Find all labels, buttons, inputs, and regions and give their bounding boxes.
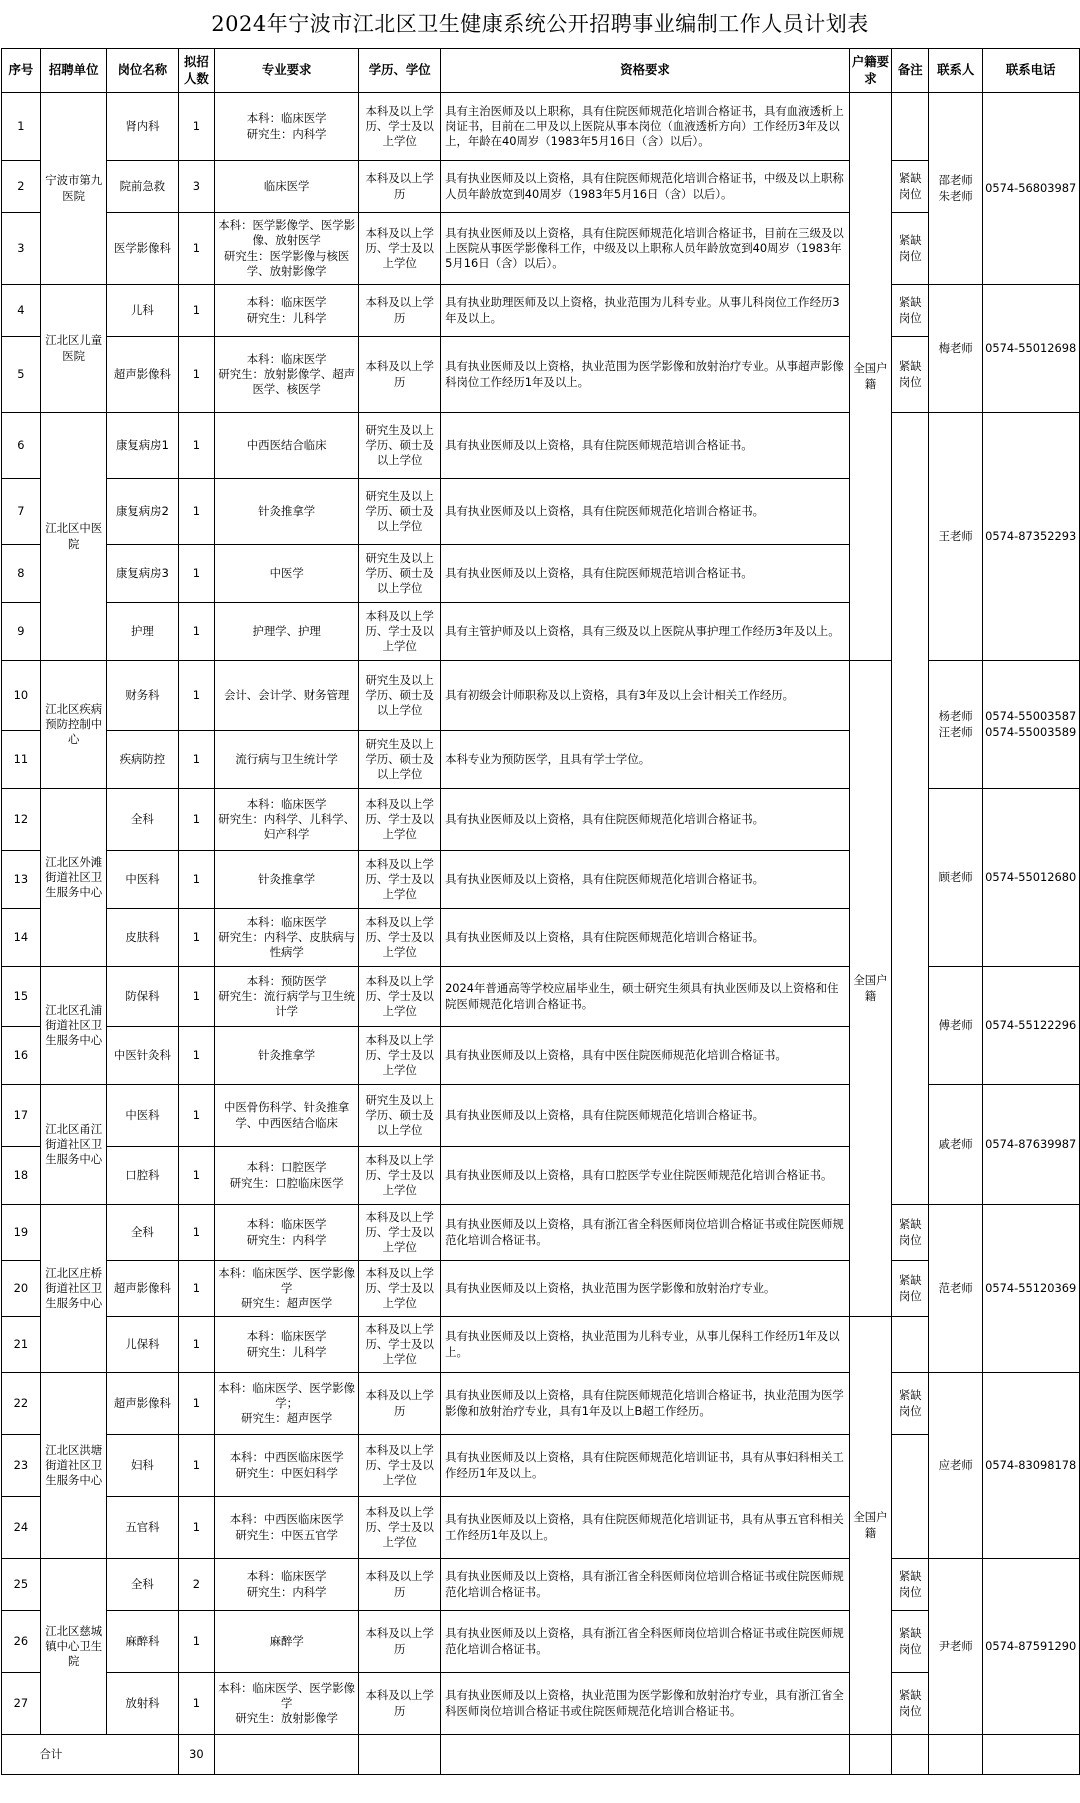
num-cell: 1 [178, 731, 214, 789]
post-cell: 五官科 [107, 1497, 179, 1559]
seq-cell: 3 [1, 213, 41, 285]
note-cell: 紧缺岗位 [892, 161, 929, 213]
empty-cell [892, 1735, 929, 1775]
major-cell: 本科：临床医学 研究生：内科学 [215, 1205, 359, 1261]
post-cell: 医学影像科 [107, 213, 179, 285]
total-value: 30 [178, 1735, 214, 1775]
post-cell: 儿科 [107, 285, 179, 337]
num-cell: 1 [178, 1317, 214, 1373]
major-cell: 本科：临床医学 研究生：儿科学 [215, 1317, 359, 1373]
major-cell: 本科：临床医学 研究生：放射影像学、超声医学、核医学 [215, 337, 359, 413]
hukou-cell: 全国户籍 [849, 93, 891, 661]
num-cell: 1 [178, 661, 214, 731]
qual-cell: 具有初级会计师职称及以上资格，具有3年及以上会计相关工作经历。 [441, 661, 850, 731]
edu-cell: 本科及以上学历、学士及以上学位 [359, 1027, 441, 1085]
seq-cell: 23 [1, 1435, 41, 1497]
edu-cell: 本科及以上学历、学士及以上学位 [359, 851, 441, 909]
major-cell: 临床医学 [215, 161, 359, 213]
post-cell: 肾内科 [107, 93, 179, 161]
num-cell: 1 [178, 1673, 214, 1735]
note-cell [892, 413, 929, 1205]
major-cell: 本科：口腔医学 研究生：口腔临床医学 [215, 1147, 359, 1205]
qual-cell: 具有主管护师及以上资格，具有三级及以上医院从事护理工作经历3年及以上。 [441, 603, 850, 661]
num-cell: 1 [178, 337, 214, 413]
table-row [1, 1205, 1079, 1261]
total-label: 合计 [1, 1735, 178, 1775]
col-header-edu: 学历、学位 [359, 49, 441, 93]
col-header-hukou: 户籍要求 [849, 49, 891, 93]
major-cell: 中西医结合临床 [215, 413, 359, 479]
qual-cell: 具有执业医师及以上资格，具有住院医师规范化培训合格证书，执业范围为医学影像和放射治疗专业，具有1年及以上B超工作经历。 [441, 1373, 850, 1435]
phone-cell: 0574-55012698 [982, 285, 1079, 413]
qual-cell: 具有执业医师及以上资格，具有口腔医学专业住院医师规范化培训合格证书。 [441, 1147, 850, 1205]
seq-cell: 22 [1, 1373, 41, 1435]
post-cell: 口腔科 [107, 1147, 179, 1205]
seq-cell: 5 [1, 337, 41, 413]
empty-cell [359, 1735, 441, 1775]
seq-cell: 24 [1, 1497, 41, 1559]
edu-cell: 本科及以上学历、学士及以上学位 [359, 1497, 441, 1559]
post-cell: 防保科 [107, 967, 179, 1027]
table-row [1, 1435, 1079, 1497]
col-header-unit: 招聘单位 [41, 49, 107, 93]
contact-cell: 梅老师 [929, 285, 982, 413]
qual-cell: 具有执业医师及以上资格，具有住院医师规范化培训合格证书。 [441, 479, 850, 545]
edu-cell: 本科及以上学历 [359, 1673, 441, 1735]
unit-cell: 江北区儿童医院 [41, 285, 107, 413]
qual-cell: 具有执业医师及以上资格，具有住院医师规范化培训合格证书，目前在三级及以上医院从事医学影像科工作，中级及以上职称人员年龄放宽到40周岁（1983年5月16日（含）以后）。 [441, 213, 850, 285]
header-row [1, 49, 1079, 93]
post-cell: 中医科 [107, 851, 179, 909]
post-cell: 中医科 [107, 1085, 179, 1147]
edu-cell: 研究生及以上学历、硕士及以上学位 [359, 545, 441, 603]
num-cell: 1 [178, 1205, 214, 1261]
num-cell: 1 [178, 1497, 214, 1559]
col-header-phone: 联系电话 [982, 49, 1079, 93]
table-row [1, 413, 1079, 479]
empty-cell [849, 1735, 891, 1775]
phone-cell: 0574-56803987 [982, 93, 1079, 285]
num-cell: 1 [178, 285, 214, 337]
edu-cell: 本科及以上学历 [359, 1373, 441, 1435]
seq-cell: 14 [1, 909, 41, 967]
hukou-cell: 全国户籍 [849, 1317, 891, 1735]
unit-cell: 江北区外滩街道社区卫生服务中心 [41, 789, 107, 967]
post-cell: 妇科 [107, 1435, 179, 1497]
post-cell: 儿保科 [107, 1317, 179, 1373]
phone-cell: 0574-87591290 [982, 1559, 1079, 1735]
qual-cell: 具有执业医师及以上资格，具有住院医师规范化培训合格证书。 [441, 1085, 850, 1147]
phone-cell: 0574-55012680 [982, 789, 1079, 967]
seq-cell: 8 [1, 545, 41, 603]
unit-cell: 江北区庄桥街道社区卫生服务中心 [41, 1205, 107, 1373]
edu-cell: 本科及以上学历、学士及以上学位 [359, 603, 441, 661]
major-cell: 本科：预防医学 研究生：流行病学与卫生统计学 [215, 967, 359, 1027]
empty-cell [215, 1735, 359, 1775]
seq-cell: 27 [1, 1673, 41, 1735]
qual-cell: 具有执业助理医师及以上资格，执业范围为儿科专业。从事儿科岗位工作经历3年及以上。 [441, 285, 850, 337]
seq-cell: 18 [1, 1147, 41, 1205]
unit-cell: 江北区甬江街道社区卫生服务中心 [41, 1085, 107, 1205]
edu-cell: 本科及以上学历、学士及以上学位 [359, 1261, 441, 1317]
contact-cell: 范老师 [929, 1205, 982, 1373]
empty-cell [982, 1735, 1079, 1775]
post-cell: 全科 [107, 789, 179, 851]
table-row [1, 1559, 1079, 1611]
num-cell: 1 [178, 213, 214, 285]
contact-cell: 尹老师 [929, 1559, 982, 1735]
post-cell: 疾病防控 [107, 731, 179, 789]
qual-cell: 具有执业医师及以上资格，执业范围为儿科专业，从事儿保科工作经历1年及以上。 [441, 1317, 850, 1373]
major-cell: 本科：临床医学、医学影像学； 研究生：超声医学 [215, 1373, 359, 1435]
qual-cell: 具有执业医师及以上资格，具有浙江省全科医师岗位培训合格证书或住院医师规范化培训合格证书。 [441, 1611, 850, 1673]
qual-cell: 具有执业医师及以上资格，具有住院医师规范化培训合格证书。 [441, 789, 850, 851]
contact-cell: 顾老师 [929, 789, 982, 967]
major-cell: 本科：临床医学、医学影像学 研究生：超声医学 [215, 1261, 359, 1317]
contact-cell: 邵老师 朱老师 [929, 93, 982, 285]
seq-cell: 20 [1, 1261, 41, 1317]
seq-cell: 16 [1, 1027, 41, 1085]
major-cell: 本科：医学影像学、医学影像、放射医学 研究生：医学影像与核医学、放射影像学 [215, 213, 359, 285]
note-cell: 紧缺岗位 [892, 1559, 929, 1611]
note-cell: 紧缺岗位 [892, 1205, 929, 1261]
edu-cell: 本科及以上学历 [359, 1611, 441, 1673]
seq-cell: 15 [1, 967, 41, 1027]
note-cell [892, 93, 929, 161]
seq-cell: 12 [1, 789, 41, 851]
qual-cell: 具有执业医师及以上资格，具有住院医师规范化培训合格证书，中级及以上职称人员年龄放宽到40周岁（1983年5月16日（含）以后）。 [441, 161, 850, 213]
edu-cell: 本科及以上学历 [359, 161, 441, 213]
num-cell: 1 [178, 545, 214, 603]
edu-cell: 本科及以上学历、学士及以上学位 [359, 967, 441, 1027]
post-cell: 皮肤科 [107, 909, 179, 967]
seq-cell: 26 [1, 1611, 41, 1673]
edu-cell: 研究生及以上学历、硕士及以上学位 [359, 479, 441, 545]
num-cell: 1 [178, 1085, 214, 1147]
qual-cell: 具有执业医师及以上资格，具有住院医师规范化培训证书，具有从事妇科相关工作经历1年及以上。 [441, 1435, 850, 1497]
seq-cell: 19 [1, 1205, 41, 1261]
col-header-num: 拟招人数 [178, 49, 214, 93]
contact-cell: 应老师 [929, 1373, 982, 1559]
edu-cell: 本科及以上学历、学士及以上学位 [359, 909, 441, 967]
table-row [1, 337, 1079, 413]
num-cell: 3 [178, 161, 214, 213]
num-cell: 1 [178, 851, 214, 909]
unit-cell: 江北区疾病预防控制中心 [41, 661, 107, 789]
qual-cell: 2024年普通高等学校应届毕业生，硕士研究生须具有执业医师及以上资格和住院医师规范化培训合格证书。 [441, 967, 850, 1027]
num-cell: 1 [178, 1027, 214, 1085]
edu-cell: 本科及以上学历 [359, 1559, 441, 1611]
post-cell: 超声影像科 [107, 1261, 179, 1317]
post-cell: 护理 [107, 603, 179, 661]
contact-cell: 杨老师 汪老师 [929, 661, 982, 789]
major-cell: 本科：临床医学 研究生：内科学、儿科学、妇产科学 [215, 789, 359, 851]
edu-cell: 本科及以上学历、学士及以上学位 [359, 1205, 441, 1261]
table-row [1, 1673, 1079, 1735]
edu-cell: 本科及以上学历、学士及以上学位 [359, 1435, 441, 1497]
qual-cell: 具有执业医师及以上资格，具有住院医师规范培训合格证书。 [441, 413, 850, 479]
note-cell: 紧缺岗位 [892, 337, 929, 413]
edu-cell: 本科及以上学历、学士及以上学位 [359, 789, 441, 851]
seq-cell: 6 [1, 413, 41, 479]
edu-cell: 本科及以上学历 [359, 337, 441, 413]
qual-cell: 具有执业医师及以上资格，具有住院医师规范培训合格证书。 [441, 545, 850, 603]
qual-cell: 具有执业医师及以上资格，执业范围为医学影像和放射治疗专业，具有浙江省全科医师岗位培训合格证书或住院医师规范化培训合格证书。 [441, 1673, 850, 1735]
seq-cell: 13 [1, 851, 41, 909]
post-cell: 麻醉科 [107, 1611, 179, 1673]
hukou-cell: 全国户籍 [849, 661, 891, 1317]
empty-cell [441, 1735, 850, 1775]
seq-cell: 21 [1, 1317, 41, 1373]
seq-cell: 9 [1, 603, 41, 661]
seq-cell: 25 [1, 1559, 41, 1611]
qual-cell: 具有执业医师及以上资格，具有浙江省全科医师岗位培训合格证书或住院医师规范化培训合格证书。 [441, 1205, 850, 1261]
num-cell: 2 [178, 1559, 214, 1611]
phone-cell: 0574-87639987 [982, 1085, 1079, 1205]
contact-cell: 戚老师 [929, 1085, 982, 1205]
note-cell [892, 1317, 929, 1373]
seq-cell: 1 [1, 93, 41, 161]
major-cell: 本科：中西医临床医学 研究生：中医妇科学 [215, 1435, 359, 1497]
major-cell: 本科：临床医学 研究生：内科学 [215, 93, 359, 161]
num-cell: 1 [178, 1373, 214, 1435]
post-cell: 康复病房3 [107, 545, 179, 603]
phone-cell: 0574-55122296 [982, 967, 1079, 1085]
empty-cell [929, 1735, 982, 1775]
major-cell: 针灸推拿学 [215, 479, 359, 545]
phone-cell: 0574-87352293 [982, 413, 1079, 661]
seq-cell: 10 [1, 661, 41, 731]
phone-cell: 0574-55003587 0574-55003589 [982, 661, 1079, 789]
note-cell [892, 1435, 929, 1559]
seq-cell: 4 [1, 285, 41, 337]
num-cell: 1 [178, 479, 214, 545]
table-row [1, 213, 1079, 285]
qual-cell: 本科专业为预防医学，且具有学士学位。 [441, 731, 850, 789]
major-cell: 中医骨伤科学、针灸推拿学、中西医结合临床 [215, 1085, 359, 1147]
major-cell: 本科：临床医学 研究生：儿科学 [215, 285, 359, 337]
seq-cell: 2 [1, 161, 41, 213]
num-cell: 1 [178, 1261, 214, 1317]
col-header-post: 岗位名称 [107, 49, 179, 93]
total-row [1, 1735, 1079, 1775]
num-cell: 1 [178, 1147, 214, 1205]
col-header-qual: 资格要求 [441, 49, 850, 93]
major-cell: 会计、会计学、财务管理 [215, 661, 359, 731]
table-row [1, 285, 1079, 337]
num-cell: 1 [178, 603, 214, 661]
unit-cell: 江北区慈城镇中心卫生院 [41, 1559, 107, 1735]
major-cell: 针灸推拿学 [215, 1027, 359, 1085]
note-cell: 紧缺岗位 [892, 1261, 929, 1317]
post-cell: 全科 [107, 1559, 179, 1611]
num-cell: 1 [178, 1611, 214, 1673]
table-row [1, 1317, 1079, 1373]
major-cell: 护理学、护理 [215, 603, 359, 661]
major-cell: 麻醉学 [215, 1611, 359, 1673]
major-cell: 本科：临床医学、医学影像学 研究生：放射影像学 [215, 1673, 359, 1735]
num-cell: 1 [178, 789, 214, 851]
qual-cell: 具有执业医师及以上资格，具有住院医师规范化培训合格证书。 [441, 851, 850, 909]
edu-cell: 研究生及以上学历、硕士及以上学位 [359, 731, 441, 789]
col-header-major: 专业要求 [215, 49, 359, 93]
table-row [1, 1373, 1079, 1435]
qual-cell: 具有执业医师及以上资格，执业范围为医学影像和放射治疗专业。从事超声影像科岗位工作经历1年及以上。 [441, 337, 850, 413]
post-cell: 放射科 [107, 1673, 179, 1735]
post-cell: 超声影像科 [107, 337, 179, 413]
post-cell: 康复病房1 [107, 413, 179, 479]
num-cell: 1 [178, 1435, 214, 1497]
page-title: 2024年宁波市江北区卫生健康系统公开招聘事业编制工作人员计划表 [211, 12, 869, 36]
col-header-note: 备注 [892, 49, 929, 93]
table-row [1, 93, 1079, 161]
post-cell: 超声影像科 [107, 1373, 179, 1435]
unit-cell: 宁波市第九医院 [41, 93, 107, 285]
major-cell: 本科：中西医临床医学 研究生：中医五官学 [215, 1497, 359, 1559]
qual-cell: 具有执业医师及以上资格，具有住院医师规范化培训合格证书。 [441, 909, 850, 967]
seq-cell: 7 [1, 479, 41, 545]
note-cell: 紧缺岗位 [892, 1373, 929, 1435]
major-cell: 本科：临床医学 研究生：内科学、皮肤病与性病学 [215, 909, 359, 967]
edu-cell: 研究生及以上学历、硕士及以上学位 [359, 1085, 441, 1147]
major-cell: 中医学 [215, 545, 359, 603]
num-cell: 1 [178, 93, 214, 161]
note-cell: 紧缺岗位 [892, 1673, 929, 1735]
post-cell: 财务科 [107, 661, 179, 731]
major-cell: 流行病与卫生统计学 [215, 731, 359, 789]
edu-cell: 本科及以上学历、学士及以上学位 [359, 213, 441, 285]
table-row [1, 161, 1079, 213]
post-cell: 院前急救 [107, 161, 179, 213]
qual-cell: 具有执业医师及以上资格，具有住院医师规范化培训证书，具有从事五官科相关工作经历1年及以上。 [441, 1497, 850, 1559]
unit-cell: 江北区洪塘街道社区卫生服务中心 [41, 1373, 107, 1559]
col-header-contact: 联系人 [929, 49, 982, 93]
note-cell: 紧缺岗位 [892, 213, 929, 285]
edu-cell: 研究生及以上学历、硕士及以上学位 [359, 413, 441, 479]
num-cell: 1 [178, 967, 214, 1027]
major-cell: 本科：临床医学 研究生：内科学 [215, 1559, 359, 1611]
qual-cell: 具有执业医师及以上资格，具有中医住院医师规范化培训合格证书。 [441, 1027, 850, 1085]
table-row [1, 1261, 1079, 1317]
recruitment-table [1, 48, 1080, 1775]
seq-cell: 17 [1, 1085, 41, 1147]
contact-cell: 王老师 [929, 413, 982, 661]
contact-cell: 傅老师 [929, 967, 982, 1085]
unit-cell: 江北区中医院 [41, 413, 107, 661]
post-cell: 全科 [107, 1205, 179, 1261]
qual-cell: 具有执业医师及以上资格，执业范围为医学影像和放射治疗专业。 [441, 1261, 850, 1317]
table-row [1, 1611, 1079, 1673]
edu-cell: 研究生及以上学历、硕士及以上学位 [359, 661, 441, 731]
unit-cell: 江北区孔浦街道社区卫生服务中心 [41, 967, 107, 1085]
post-cell: 中医针灸科 [107, 1027, 179, 1085]
col-header-seq: 序号 [1, 49, 41, 93]
edu-cell: 本科及以上学历 [359, 285, 441, 337]
qual-cell: 具有执业医师及以上资格，具有浙江省全科医师岗位培训合格证书或住院医师规范化培训合格证书。 [441, 1559, 850, 1611]
edu-cell: 本科及以上学历、学士及以上学位 [359, 93, 441, 161]
seq-cell: 11 [1, 731, 41, 789]
qual-cell: 具有主治医师及以上职称，具有住院医师规范化培训合格证书，具有血液透析上岗证书，目前在二甲及以上医院从事本岗位（血液透析方向）工作经历3年及以上，年龄在40周岁（1983年5月16日（含）以后）。 [441, 93, 850, 161]
note-cell: 紧缺岗位 [892, 285, 929, 337]
edu-cell: 本科及以上学历、学士及以上学位 [359, 1147, 441, 1205]
num-cell: 1 [178, 909, 214, 967]
major-cell: 针灸推拿学 [215, 851, 359, 909]
phone-cell: 0574-55120369 [982, 1205, 1079, 1373]
phone-cell: 0574-83098178 [982, 1373, 1079, 1559]
num-cell: 1 [178, 413, 214, 479]
post-cell: 康复病房2 [107, 479, 179, 545]
note-cell: 紧缺岗位 [892, 1611, 929, 1673]
edu-cell: 本科及以上学历、学士及以上学位 [359, 1317, 441, 1373]
